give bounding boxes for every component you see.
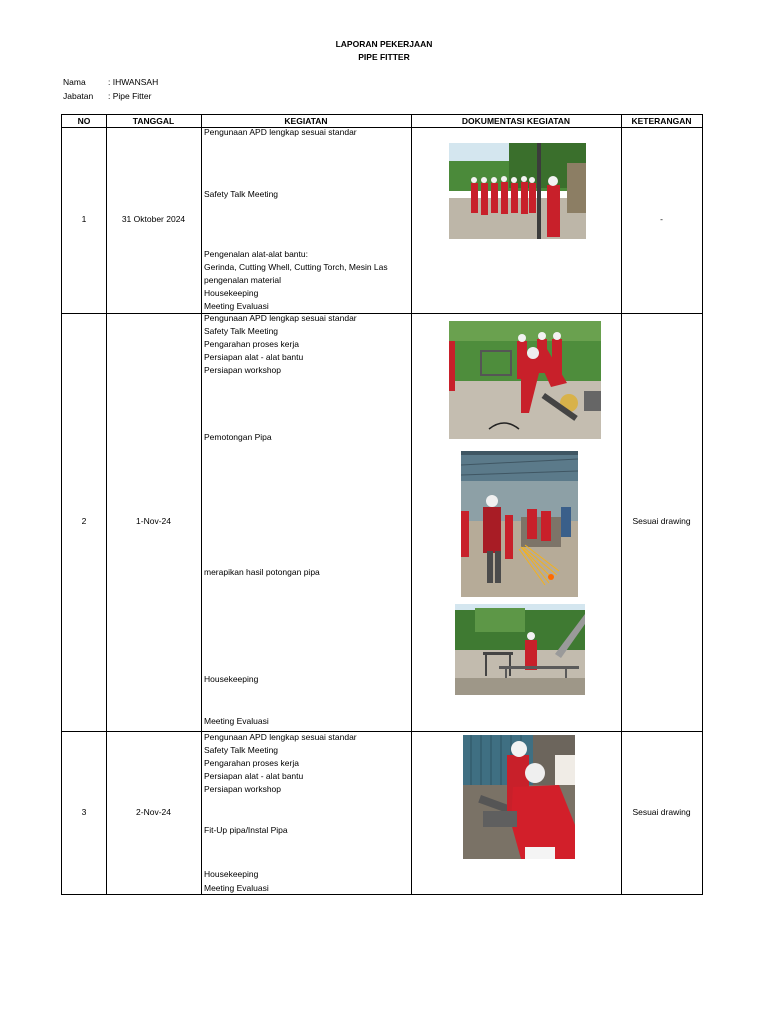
row-2-activity: Pengunaan APD lengkap sesuai standar <box>204 313 357 323</box>
photo-grinding <box>461 451 578 597</box>
row-2-activity: Meeting Evaluasi <box>204 716 269 726</box>
row-2-activity: Persiapan alat - alat bantu <box>204 352 304 362</box>
name-value: : IHWANSAH <box>108 77 159 87</box>
photo-safety-talk <box>449 143 586 239</box>
row-2-activity: Housekeeping <box>204 674 259 684</box>
row-3-activity: Persiapan alat - alat bantu <box>204 771 304 781</box>
row-3-activity: Meeting Evaluasi <box>204 883 269 893</box>
row-3-activity: Pengunaan APD lengkap sesuai standar <box>204 732 357 742</box>
row-2-activity: Safety Talk Meeting <box>204 326 279 336</box>
row-2-activity: Persiapan workshop <box>204 365 282 375</box>
row-1-no: 1 <box>81 214 87 224</box>
row-2-date: 1-Nov-24 <box>136 516 171 526</box>
row-3-activity: Housekeeping <box>204 869 259 879</box>
row-1-note: - <box>660 214 663 224</box>
row-2-activity: merapikan hasil potongan pipa <box>204 567 320 577</box>
column-divider <box>621 115 622 894</box>
activity-table <box>61 114 703 895</box>
row-1-date: 31 Oktober 2024 <box>121 214 186 224</box>
row-1-activity: Gerinda, Cutting Whell, Cutting Torch, Mesin Las <box>204 262 388 272</box>
header-activity: KEGIATAN <box>284 116 328 126</box>
column-divider <box>411 115 412 894</box>
row-2-no: 2 <box>81 516 87 526</box>
header-no: NO <box>77 116 91 126</box>
report-subtitle: PIPE FITTER <box>358 52 410 62</box>
row-3-activity: Pengarahan proses kerja <box>204 758 299 768</box>
row-3-activity: Safety Talk Meeting <box>204 745 279 755</box>
row-3-note: Sesuai drawing <box>632 807 691 817</box>
row-2-note: Sesuai drawing <box>632 516 691 526</box>
photo-pipe-cutting <box>449 321 601 439</box>
row-1-activity: Safety Talk Meeting <box>204 189 279 199</box>
row-3-no: 3 <box>81 807 87 817</box>
row-1-activity: Pengunaan APD lengkap sesuai standar <box>204 127 357 137</box>
row-3-date: 2-Nov-24 <box>136 807 171 817</box>
row-divider <box>62 731 702 732</box>
row-2-activity: Pengarahan proses kerja <box>204 339 299 349</box>
name-row <box>63 77 158 87</box>
photo-fit-up <box>463 735 575 859</box>
row-2-activity: Pemotongan Pipa <box>204 432 272 442</box>
position-value: : Pipe Fitter <box>108 91 152 101</box>
name-label: Nama <box>63 77 86 87</box>
header-date: TANGGAL <box>132 116 175 126</box>
photo-housekeeping <box>455 604 585 695</box>
column-divider <box>106 115 107 894</box>
header-documentation: DOKUMENTASI KEGIATAN <box>461 116 571 126</box>
row-1-activity: pengenalan material <box>204 275 282 285</box>
row-3-activity: Fit-Up pipa/Instal Pipa <box>204 825 288 835</box>
report-title: LAPORAN PEKERJAAN <box>335 39 433 49</box>
row-1-activity: Meeting Evaluasi <box>204 301 269 311</box>
position-label: Jabatan <box>63 91 94 101</box>
row-1-activity: Pengenalan alat-alat bantu: <box>204 249 308 259</box>
row-3-activity: Persiapan workshop <box>204 784 282 794</box>
row-1-activity: Housekeeping <box>204 288 259 298</box>
column-divider <box>201 115 202 894</box>
header-notes: KETERANGAN <box>631 116 692 126</box>
row-divider <box>62 313 702 314</box>
position-row <box>63 91 151 101</box>
